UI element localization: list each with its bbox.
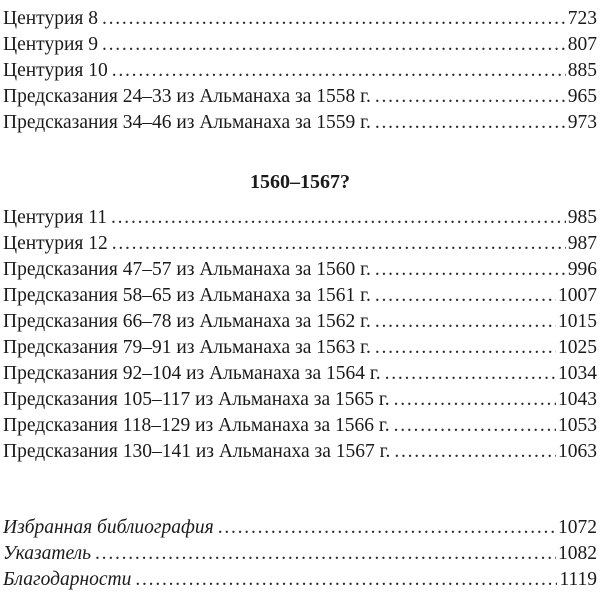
dot-leader	[112, 231, 566, 257]
entry-page-number: 1119	[559, 569, 597, 590]
toc-entry[interactable]	[3, 84, 597, 110]
toc-entry[interactable]	[3, 541, 597, 567]
entry-title: Предсказания 118–129 из Альманаха за 1566 г.	[3, 415, 390, 436]
dot-leader	[135, 567, 557, 593]
entry-page-number: 1072	[558, 517, 597, 538]
entry-title: Указатель	[3, 543, 92, 564]
entry-page-number: 1082	[558, 543, 597, 564]
toc-entry[interactable]	[3, 387, 597, 413]
toc-entry[interactable]	[3, 309, 597, 335]
dot-leader	[385, 361, 556, 387]
entry-page-number: 723	[567, 8, 597, 29]
entry-page-number: 1043	[558, 389, 597, 410]
entry-page-number: 987	[567, 233, 597, 254]
entry-title: Предсказания 47–57 из Альманаха за 1560 г.	[3, 259, 371, 280]
entry-page-number: 973	[567, 112, 597, 133]
entry-page-number: 1015	[558, 311, 597, 332]
entry-title: Предсказания 130–141 из Альманаха за 1567 г.	[3, 441, 391, 462]
entry-title: Центурия 12	[3, 233, 108, 254]
dot-leader	[112, 58, 566, 84]
entry-page-number: 1007	[558, 285, 597, 306]
dot-leader	[102, 6, 566, 32]
entry-page-number: 996	[567, 259, 597, 280]
entry-title: Центурия 8	[3, 8, 98, 29]
entry-title: Предсказания 24–33 из Альманаха за 1558 г.	[3, 86, 371, 107]
toc-entry[interactable]	[3, 335, 597, 361]
dot-leader	[375, 257, 566, 283]
toc-entry[interactable]	[3, 32, 597, 58]
toc-entry[interactable]	[3, 567, 597, 593]
entry-page-number: 965	[567, 86, 597, 107]
toc-entry[interactable]	[3, 6, 597, 32]
entry-title: Центурия 11	[3, 207, 107, 228]
entry-title: Предсказания 66–78 из Альманаха за 1562 г.	[3, 311, 371, 332]
toc-entry[interactable]	[3, 515, 597, 541]
toc-entry[interactable]	[3, 110, 597, 136]
toc-entry[interactable]	[3, 58, 597, 84]
dot-leader	[375, 335, 556, 361]
dot-leader	[375, 84, 566, 110]
entry-page-number: 1034	[558, 363, 597, 384]
dot-leader	[95, 541, 556, 567]
dot-leader	[218, 515, 556, 541]
toc-entry[interactable]	[3, 439, 597, 465]
toc-entry[interactable]	[3, 231, 597, 257]
entry-page-number: 885	[567, 60, 597, 81]
entry-title: Предсказания 34–46 из Альманаха за 1559 г.	[3, 112, 371, 133]
entry-title: Предсказания 58–65 из Альманаха за 1561 г.	[3, 285, 371, 306]
toc-entry[interactable]	[3, 257, 597, 283]
entry-page-number: 1063	[558, 441, 597, 462]
dot-leader	[111, 205, 566, 231]
toc-entry[interactable]	[3, 413, 597, 439]
dot-leader	[394, 413, 556, 439]
dot-leader	[375, 309, 556, 335]
entry-title: Предсказания 105–117 из Альманаха за 1565 г.	[3, 389, 390, 410]
toc-entry[interactable]	[3, 283, 597, 309]
entry-page-number: 1025	[558, 337, 597, 358]
entry-title: Благодарности	[3, 569, 132, 590]
entry-page-number: 1053	[558, 415, 597, 436]
entry-title: Избранная библиография	[3, 517, 214, 538]
dot-leader	[102, 32, 566, 58]
section-heading: 1560–1567?	[250, 171, 350, 193]
entry-page-number: 985	[567, 207, 597, 228]
entry-title: Предсказания 79–91 из Альманаха за 1563 г.	[3, 337, 371, 358]
dot-leader	[394, 439, 556, 465]
entry-page-number: 807	[567, 34, 597, 55]
entry-title: Предсказания 92–104 из Альманаха за 1564 г.	[3, 363, 381, 384]
entry-title: Центурия 10	[3, 60, 108, 81]
dot-leader	[375, 110, 566, 136]
entry-title: Центурия 9	[3, 34, 98, 55]
toc-entry[interactable]	[3, 205, 597, 231]
dot-leader	[375, 283, 556, 309]
dot-leader	[394, 387, 556, 413]
toc-entry[interactable]	[3, 361, 597, 387]
